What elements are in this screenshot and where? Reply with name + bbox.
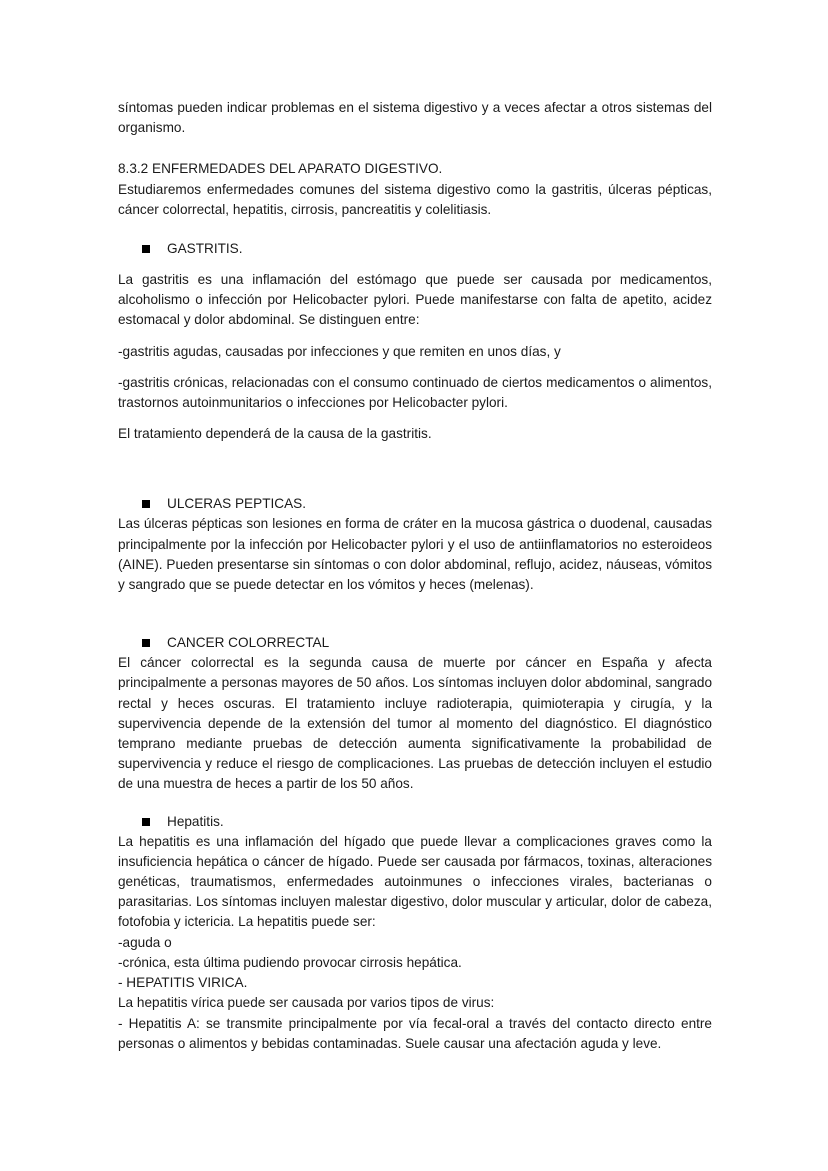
square-bullet-icon bbox=[142, 245, 150, 253]
hepatitis-a-paragraph: - Hepatitis A: se transmite principalmente por vía fecal-oral a través del contacto directo entre personas o alimentos y bebidas contaminadas. Suele causar una afectación aguda y leve. bbox=[118, 1015, 712, 1051]
page-content bbox=[118, 98, 712, 1054]
gastritis-heading bbox=[118, 239, 712, 259]
gastritis-chronic: -gastritis crónicas, relacionadas con el consumo continuado de ciertos medicamentos o alimentos, trastornos autoinmunitarios o infecciones por Helicobacter pylori. bbox=[118, 374, 712, 411]
section-intro: Estudiaremos enfermedades comunes del sistema digestivo como la gastritis, úlceras pépticas, cáncer colorrectal, hepatitis, cirrosis, pancreatitis y colelitiasis. bbox=[118, 181, 712, 217]
ulceras-paragraph: Las úlceras pépticas son lesiones en forma de cráter en la mucosa gástrica o duodenal, causadas principalmente por la infección por Helicobacter pylori y el uso de antiinflamatorios no esteroideos (AINE). Pueden presentarse sin síntomas o con dolor abdominal, reflujo, acidez, náuseas, vómitos y sangrado que se puede detectar en los vómitos y heces (melenas). bbox=[118, 516, 712, 593]
cancer-heading bbox=[118, 633, 712, 653]
gastritis-acute: -gastritis agudas, causadas por infecciones y que remiten en unos días, y bbox=[118, 343, 561, 359]
cancer-paragraph: El cáncer colorrectal es la segunda causa de muerte por cáncer en España y afecta principalmente a personas mayores de 50 años. Los síntomas incluyen dolor abdominal, sangrado rectal y heces oscuras. El tratamiento incluye radioterapia, quimioterapia y cirugía, y la supervivencia depende de la extensión del tumor al momento del diagnóstico. El diagnóstico temprano mediante pruebas de detección aumenta significativamente la probabilidad de supervivencia y reduce el riesgo de complicaciones. Las pruebas de detección incluyen el estudio de una muestra de heces a partir de los 50 años. bbox=[118, 655, 712, 792]
gastritis-title: GASTRITIS. bbox=[167, 240, 243, 256]
hepatitis-paragraph: La hepatitis es una inflamación del hígado que puede llevar a complicaciones graves como la insuficiencia hepática o cáncer de hígado. Puede ser causada por fármacos, toxinas, alteraciones genéticas, traumatismos, enfermedades autoinmunes o infecciones virales, bacterianas o parasitarias. Los síntomas incluyen malestar digestivo, dolor muscular y articular, dolor de cabeza, fotofobia y ictericia. La hepatitis puede ser: bbox=[118, 833, 712, 930]
gastritis-treatment: El tratamiento dependerá de la causa de la gastritis. bbox=[118, 426, 432, 442]
hepatitis-title: Hepatitis. bbox=[167, 813, 224, 829]
square-bullet-icon bbox=[142, 818, 150, 826]
square-bullet-icon bbox=[142, 500, 150, 508]
section-heading: 8.3.2 ENFERMEDADES DEL APARATO DIGESTIVO. bbox=[118, 161, 443, 177]
cancer-title: CANCER COLORRECTAL bbox=[167, 635, 330, 651]
square-bullet-icon bbox=[142, 639, 150, 647]
intro-paragraph: síntomas pueden indicar problemas en el sistema digestivo y a veces afectar a otros sistemas del organismo. bbox=[118, 100, 712, 136]
ulceras-title: ULCERAS PEPTICAS. bbox=[167, 496, 306, 512]
ulceras-heading bbox=[118, 494, 712, 514]
hepatitis-acute: -aguda o bbox=[118, 934, 172, 950]
gastritis-paragraph: La gastritis es una inflamación del estómago que puede ser causada por medicamentos, alcoholismo o infección por Helicobacter pylori. Puede manifestarse con falta de apetito, acidez estomacal y dolor abdominal. Se distinguen entre: bbox=[118, 272, 712, 328]
hepatitis-chronic: -crónica, esta última pudiendo provocar cirrosis hepática. bbox=[118, 954, 462, 970]
hepatitis-heading bbox=[118, 812, 712, 832]
hepatitis-viral-intro: La hepatitis vírica puede ser causada por varios tipos de virus: bbox=[118, 995, 495, 1011]
hepatitis-viral-heading: - HEPATITIS VIRICA. bbox=[118, 975, 248, 991]
